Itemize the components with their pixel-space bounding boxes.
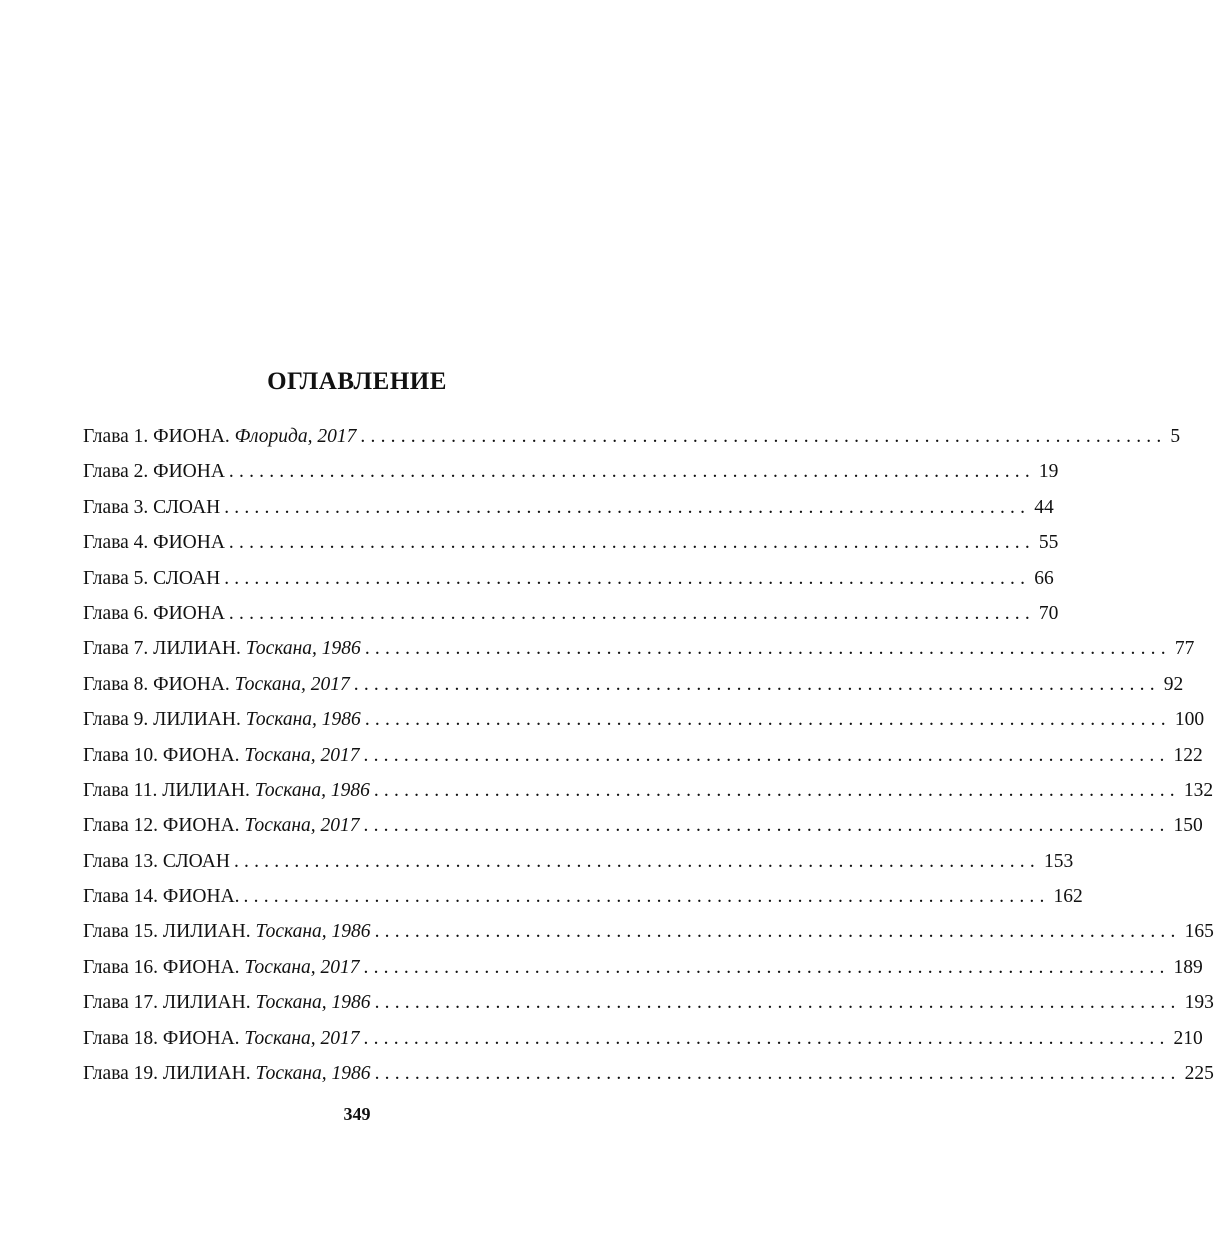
chapter-label: Глава 7. ЛИЛИАН. [83,638,241,660]
dot-leader: ................................................................................ [374,1063,1181,1085]
chapter-page: 153 [1043,850,1074,872]
chapter-label: Глава 2. ФИОНА [83,461,225,483]
toc-entry [83,773,1214,808]
dot-leader: ................................................................................ [374,921,1181,943]
chapter-place: Тоскана, 2017 [234,673,350,695]
chapter-page: 55 [1038,532,1059,554]
chapter-label: Глава 5. СЛОАН [83,567,221,589]
chapter-title [83,631,361,666]
chapter-label: Глава 1. ФИОНА. [83,426,230,447]
dot-leader: ................................................................................ [363,815,1170,837]
chapter-page: 66 [1034,567,1054,589]
chapter-label: Глава 3. СЛОАН [83,496,221,518]
chapter-place: Тоскана, 1986 [245,638,361,660]
chapter-page: 44 [1034,496,1054,518]
chapter-title [83,667,350,702]
chapter-title [83,879,240,914]
chapter-title [83,844,230,879]
toc-entry [83,596,1059,631]
dot-leader: ................................................................................ [243,886,1050,908]
chapter-page: 150 [1173,815,1203,837]
chapter-page: 165 [1184,921,1214,943]
chapter-label: Глава 12. ФИОНА. [83,815,240,837]
chapter-page: 132 [1183,779,1214,801]
chapter-label: Глава 18. ФИОНА. [83,1027,240,1049]
toc-entry [83,950,1203,985]
chapter-page: 162 [1053,886,1083,908]
dot-leader: ................................................................................ [363,1027,1170,1049]
chapter-page: 70 [1038,602,1059,624]
chapter-title [83,985,371,1020]
dot-leader: ................................................................................ [233,850,1040,872]
dot-leader: ................................................................................ [364,709,1171,731]
chapter-title [83,773,370,808]
chapter-place: Тоскана, 1986 [245,709,361,731]
chapter-title [83,490,220,525]
toc-entry [83,985,1214,1020]
table-of-contents [83,419,1214,1091]
chapter-label: Глава 10. ФИОНА. [83,744,240,766]
chapter-title [83,702,361,737]
chapter-label: Глава 4. ФИОНА [83,532,225,554]
dot-leader: ................................................................................ [228,461,1035,483]
toc-entry [83,561,1054,596]
toc-entry [83,914,1214,949]
chapter-label: Глава 16. ФИОНА. [83,956,240,978]
chapter-label: Глава 13. СЛОАН [83,850,230,872]
dot-leader: ................................................................................ [364,638,1171,660]
toc-entry [83,808,1203,843]
dot-leader: ................................................................................ [363,956,1170,978]
chapter-place: Тоскана, 2017 [244,956,360,978]
chapter-page: 19 [1038,461,1059,483]
chapter-place: Тоскана, 1986 [255,1063,371,1085]
chapter-title [83,525,225,560]
chapter-label: Глава 17. ЛИЛИАН. [83,992,251,1014]
chapter-label: Глава 19. ЛИЛИАН. [83,1063,251,1085]
chapter-title [83,419,356,454]
toc-entry [83,844,1074,879]
chapter-place: Тоскана, 2017 [244,1027,360,1049]
chapter-page: 77 [1174,638,1195,660]
dot-leader: ................................................................................ [363,744,1170,766]
chapter-label: Глава 9. ЛИЛИАН. [83,709,241,731]
page-number: 349 [343,1104,371,1124]
chapter-page: 210 [1173,1027,1203,1049]
chapter-title [83,561,220,596]
toc-entry [83,490,1054,525]
chapter-title [83,738,360,773]
chapter-title [83,454,225,489]
chapter-label: Глава 8. ФИОНА. [83,673,230,695]
toc-entry [83,879,1083,914]
dot-leader: ................................................................................ [374,992,1181,1014]
chapter-label: Глава 14. ФИОНА. [83,886,240,908]
toc-entry [83,454,1059,489]
chapter-label: Глава 11. ЛИЛИАН. [83,779,250,801]
chapter-page: 189 [1173,956,1203,978]
chapter-place: Тоскана, 1986 [255,992,371,1014]
chapter-page: 5 [1170,426,1181,447]
dot-leader: ................................................................................ [360,426,1167,447]
chapter-title [83,1056,371,1091]
chapter-page: 193 [1184,992,1214,1014]
chapter-title [83,950,360,985]
toc-entry [83,525,1059,560]
toc-entry [83,419,1181,454]
chapter-title [83,1021,360,1056]
dot-leader: ................................................................................ [228,602,1035,624]
toc-entry [83,738,1203,773]
chapter-place: Тоскана, 1986 [254,779,370,801]
dot-leader: ................................................................................ [373,779,1180,801]
toc-title: ОГЛАВЛЕНИЕ [267,368,447,395]
chapter-title [83,914,371,949]
chapter-place: Тоскана, 1986 [255,921,371,943]
toc-entry [83,1021,1203,1056]
chapter-place: Тоскана, 2017 [244,744,360,766]
chapter-place: Тоскана, 2017 [244,815,360,837]
dot-leader: ................................................................................ [228,532,1035,554]
chapter-page: 225 [1184,1063,1214,1085]
chapter-title [83,808,360,843]
chapter-label: Глава 6. ФИОНА [83,602,225,624]
toc-entry [83,702,1205,737]
dot-leader: ................................................................................ [224,496,1031,518]
chapter-page: 122 [1173,744,1203,766]
toc-entry [83,631,1195,666]
chapter-page: 92 [1163,673,1184,695]
chapter-title [83,596,225,631]
dot-leader: ................................................................................ [224,567,1031,589]
chapter-page: 100 [1174,709,1205,731]
chapter-place: Флорида, 2017 [234,426,357,447]
toc-entry [83,1056,1214,1091]
chapter-label: Глава 15. ЛИЛИАН. [83,921,251,943]
toc-entry [83,667,1184,702]
dot-leader: ................................................................................ [353,673,1160,695]
